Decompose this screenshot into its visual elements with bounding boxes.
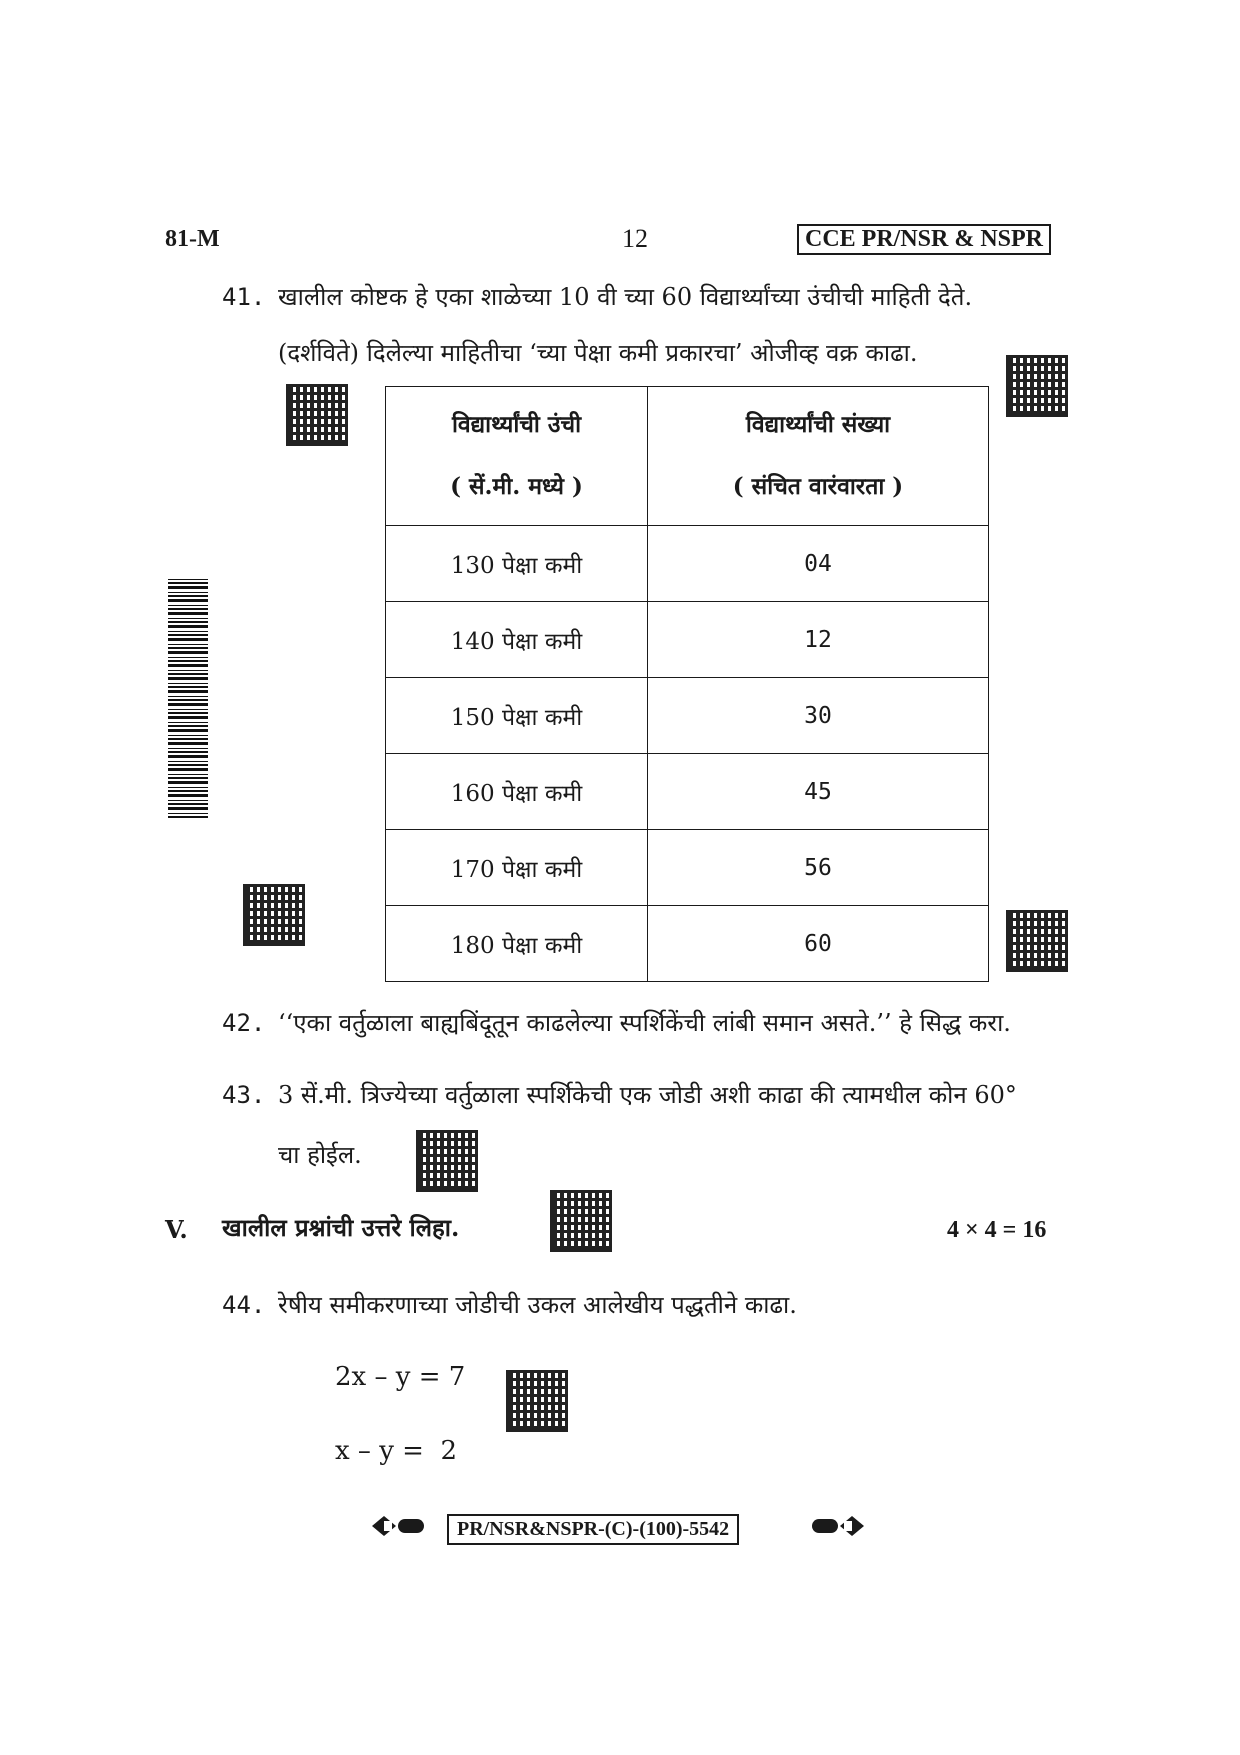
- table-row: [386, 906, 989, 982]
- qr-code-icon: [1006, 910, 1068, 972]
- question-43-number: 43.: [222, 1081, 266, 1109]
- barcode-icon: [168, 578, 208, 818]
- question-43-line2: चा होईल.: [278, 1141, 362, 1169]
- section-title: खालील प्रश्नांची उत्तरे लिहा.: [222, 1213, 460, 1242]
- table-cell-height: 180 पेक्षा कमी: [386, 906, 648, 982]
- table-cell-height: 140 पेक्षा कमी: [386, 602, 648, 678]
- question-42-text: ‘‘एका वर्तुळाला बाह्यबिंदूतून काढलेल्या स्पर्शिकेंची लांबी समान असते.’’ हे सिद्ध करा.: [278, 1009, 1011, 1037]
- table-row: [386, 678, 989, 754]
- equation-1: 2x – y = 7: [335, 1362, 466, 1392]
- table-row: [386, 526, 989, 602]
- qr-code-icon: [506, 1370, 568, 1432]
- section-numeral: V.: [165, 1215, 188, 1244]
- table-cell-frequency: 56: [648, 830, 989, 906]
- cumulative-frequency-table: [385, 386, 989, 982]
- table-cell-height: 150 पेक्षा कमी: [386, 678, 648, 754]
- table-header-row: [386, 387, 989, 526]
- qr-code-icon: [1006, 355, 1068, 417]
- qr-code-icon: [243, 884, 305, 946]
- exam-code-box: CCE PR/NSR & NSPR: [797, 224, 1051, 255]
- page-number: 12: [622, 224, 648, 253]
- table-cell-frequency: 04: [648, 526, 989, 602]
- equation-2: x – y = 2: [335, 1436, 458, 1466]
- question-43-line1: 3 सें.मी. त्रिज्येच्या वर्तुळाला स्पर्शिकेची एक जोडी अशी काढा की त्यामधील कोन 60°: [278, 1081, 1017, 1109]
- table-cell-frequency: 12: [648, 602, 989, 678]
- table-cell-frequency: 45: [648, 754, 989, 830]
- table-cell-height: 160 पेक्षा कमी: [386, 754, 648, 830]
- table-row: [386, 602, 989, 678]
- qr-code-icon: [286, 384, 348, 446]
- table-cell-height: 130 पेक्षा कमी: [386, 526, 648, 602]
- table-cell-height: 170 पेक्षा कमी: [386, 830, 648, 906]
- question-41-line2: (दर्शविते) दिलेल्या माहितीचा ‘च्या पेक्षा कमी प्रकारचा’ ओजीव्ह वक्र काढा.: [278, 339, 918, 367]
- left-ornament-icon: [370, 1512, 426, 1540]
- question-41-number: 41.: [222, 283, 266, 311]
- column-header-students: विद्यार्थ्यांची संख्या ( संचित वारंवारता ): [648, 387, 989, 526]
- question-44-number: 44.: [222, 1291, 266, 1319]
- table-cell-frequency: 60: [648, 906, 989, 982]
- question-41-line1: खालील कोष्टक हे एका शाळेच्या 10 वी च्या 60 विद्यार्थ्यांच्या उंचीची माहिती देते.: [278, 283, 973, 311]
- paper-code: 81-M: [165, 226, 220, 252]
- section-marks: 4 × 4 = 16: [947, 1217, 1047, 1243]
- right-ornament-icon: [810, 1512, 866, 1540]
- table-row: [386, 830, 989, 906]
- column-header-height: विद्यार्थ्यांची उंची ( सें.मी. मध्ये ): [386, 387, 648, 526]
- question-42-number: 42.: [222, 1009, 266, 1037]
- qr-code-icon: [416, 1130, 478, 1192]
- table-cell-frequency: 30: [648, 678, 989, 754]
- qr-code-icon: [550, 1190, 612, 1252]
- table-row: [386, 754, 989, 830]
- question-44-text: रेषीय समीकरणाच्या जोडीची उकल आलेखीय पद्धतीने काढा.: [278, 1291, 797, 1319]
- footer-code-box: PR/NSR&NSPR-(C)-(100)-5542: [447, 1514, 739, 1545]
